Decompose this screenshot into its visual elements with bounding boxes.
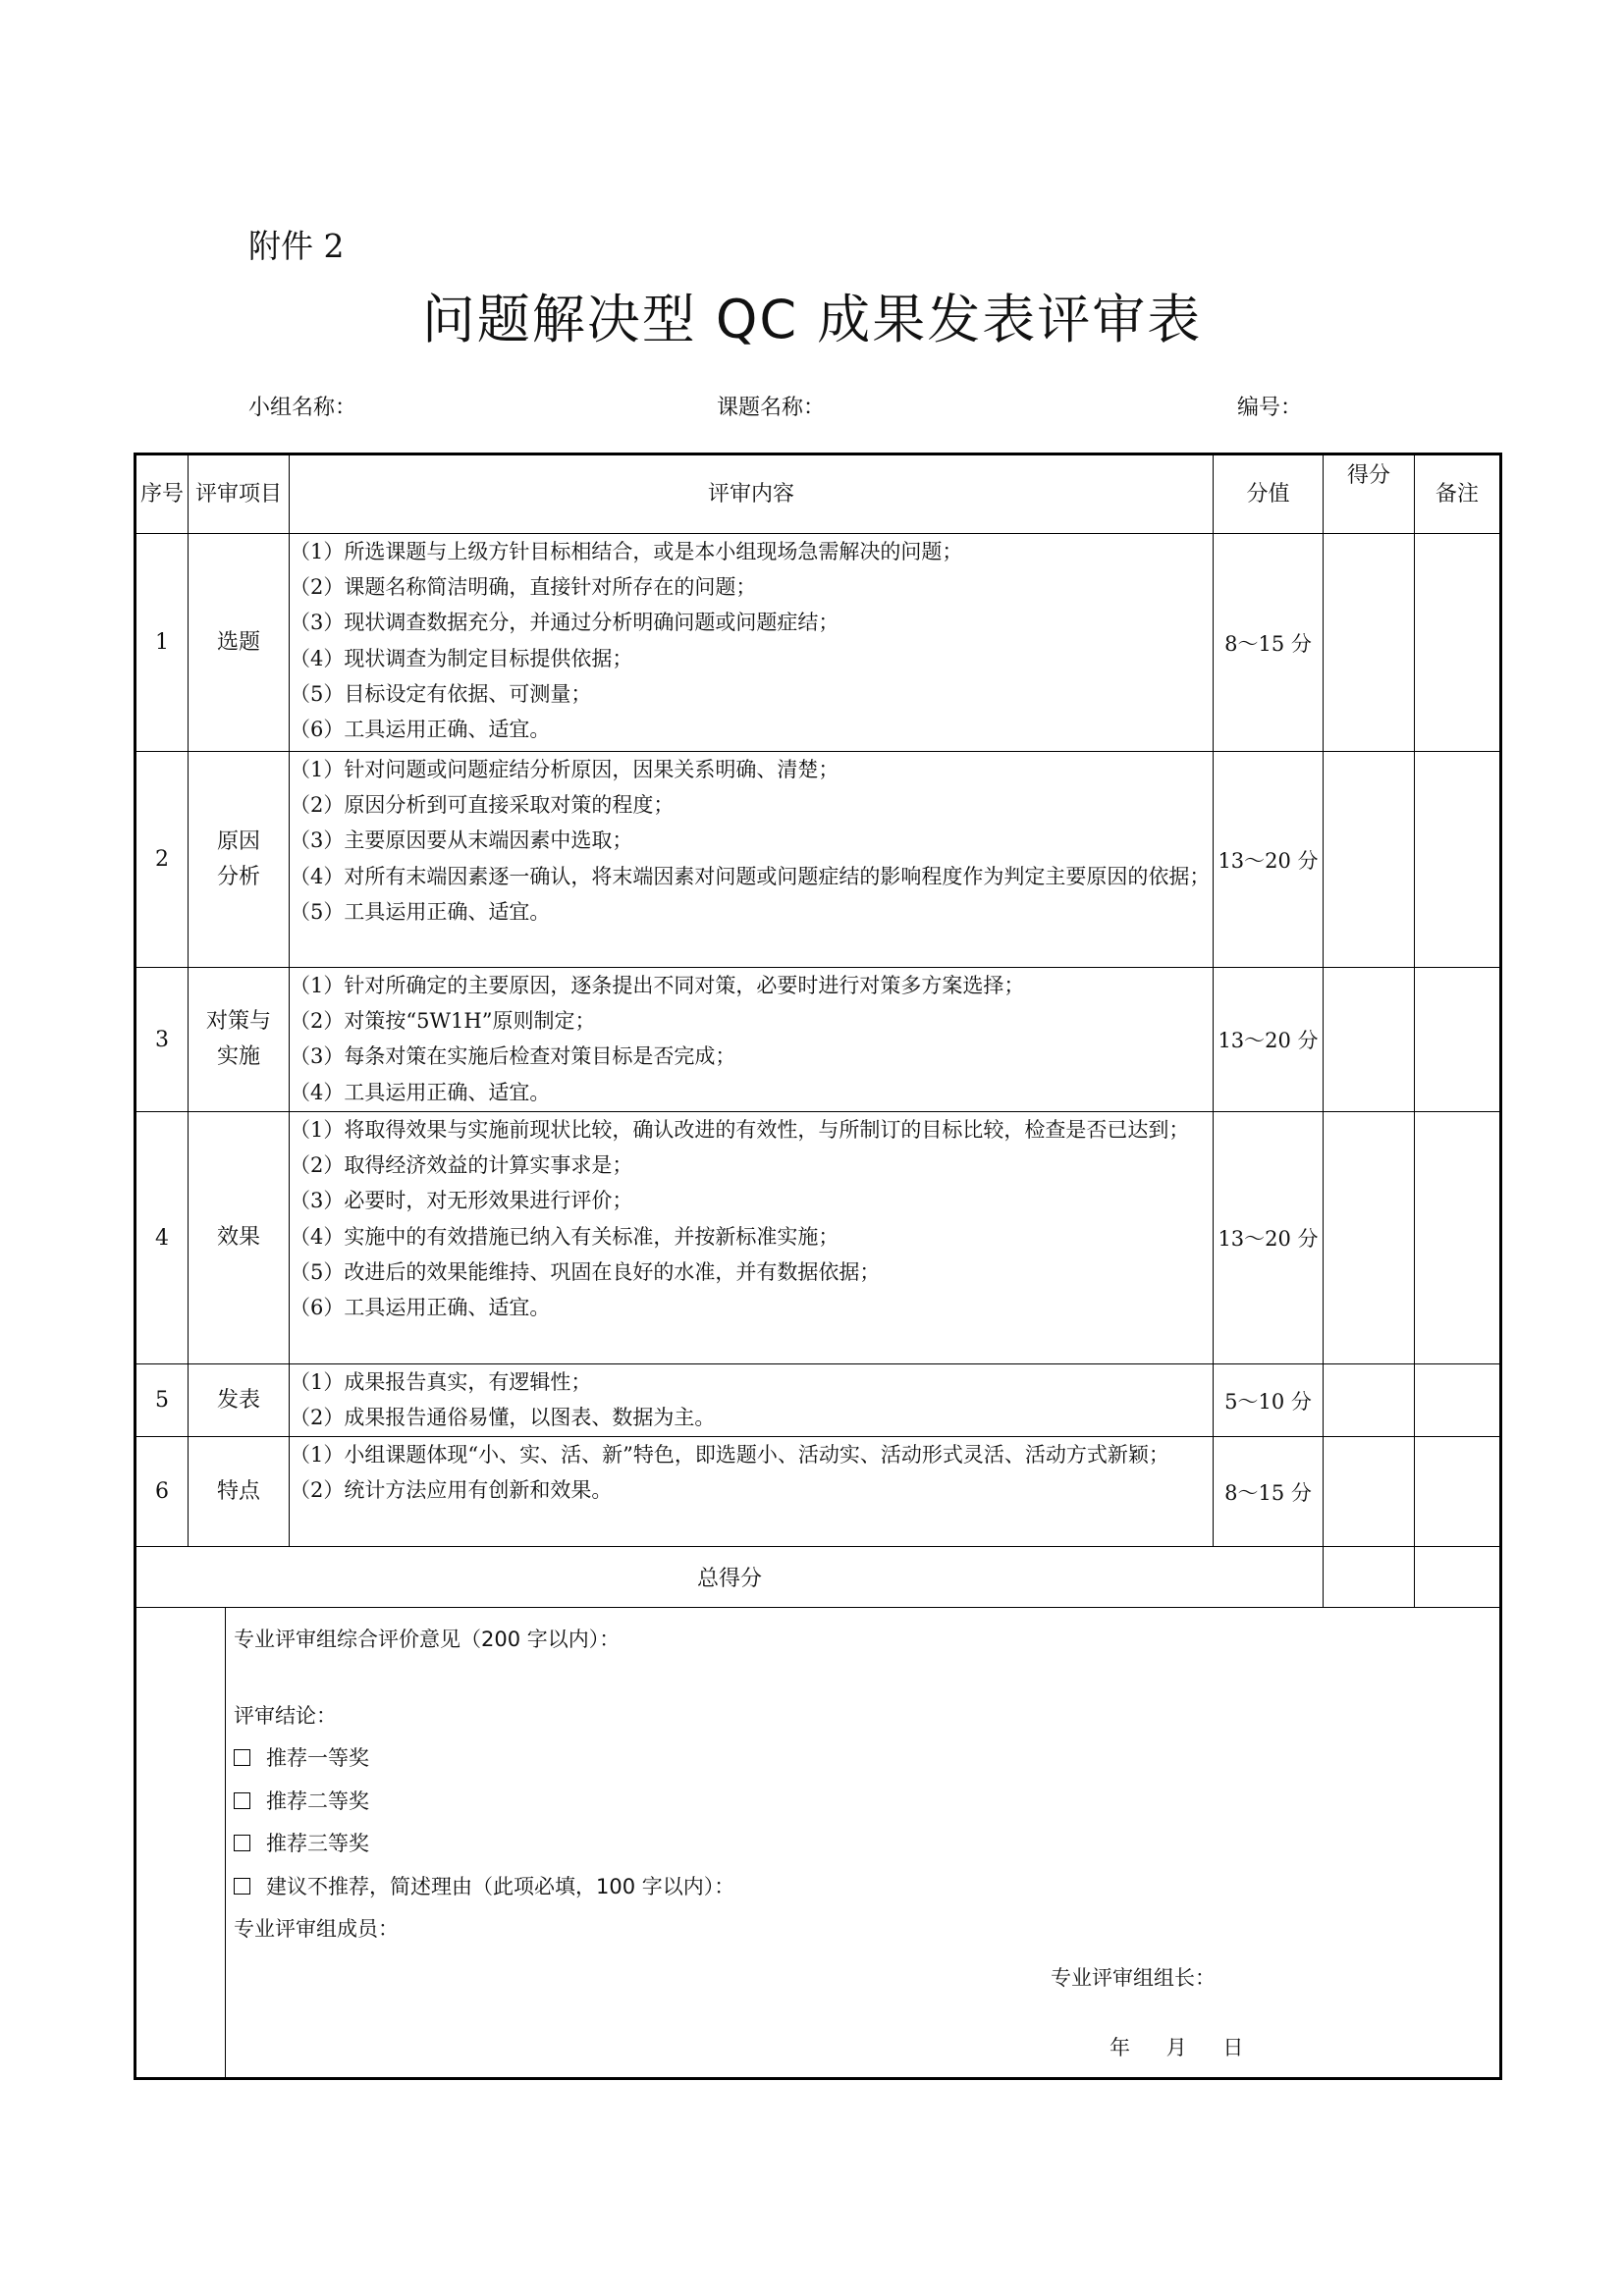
content-line: （1）将取得效果与实施前现状比较，确认改进的有效性，与所制订的目标比较，检查是否已达到； bbox=[290, 1118, 1190, 1142]
content-line: （3）必要时，对无形效果进行评价； bbox=[290, 1189, 633, 1213]
score-cell[interactable] bbox=[1324, 1437, 1415, 1547]
remark-cell[interactable] bbox=[1415, 534, 1501, 752]
table-row bbox=[135, 1364, 1501, 1437]
table-row bbox=[135, 1112, 1501, 1364]
score-cell[interactable] bbox=[1324, 1112, 1415, 1364]
comment-section bbox=[135, 1608, 1501, 2079]
content-line: （6）工具运用正确、适宜。 bbox=[290, 718, 551, 742]
row-number: 6 bbox=[135, 1437, 189, 1547]
comment-row bbox=[135, 1608, 1501, 2079]
content-line: （3）主要原因要从末端因素中选取； bbox=[290, 828, 633, 853]
review-content bbox=[290, 534, 1214, 752]
remark-cell[interactable] bbox=[1415, 968, 1501, 1112]
comment-left-margin bbox=[136, 1608, 226, 2077]
checkbox-icon[interactable] bbox=[234, 1749, 250, 1766]
row-number: 1 bbox=[135, 534, 189, 752]
score-cell[interactable] bbox=[1324, 534, 1415, 752]
row-number: 5 bbox=[135, 1364, 189, 1437]
content-line: （1）小组课题体现“小、实、活、新”特色，即选题小、活动实、活动形式灵活、活动方式新颖； bbox=[290, 1443, 1169, 1467]
option-label: 建议不推荐，简述理由（此项必填，100 字以内）： bbox=[266, 1875, 735, 1898]
page-title: 问题解决型 QC 成果发表评审表 bbox=[421, 289, 1203, 350]
content-line: （2）对策按“5W1H”原则制定； bbox=[290, 1009, 596, 1034]
score-cell[interactable] bbox=[1324, 752, 1415, 968]
score-range: 8～15 分 bbox=[1214, 1437, 1324, 1547]
review-content bbox=[290, 1437, 1214, 1547]
header-value: 分值 bbox=[1214, 454, 1324, 534]
content-line: （2）成果报告通俗易懂，以图表、数据为主。 bbox=[290, 1406, 716, 1430]
content-line: （5）改进后的效果能维持、巩固在良好的水准，并有数据依据； bbox=[290, 1259, 881, 1284]
content-line: （2）统计方法应用有创新和效果。 bbox=[290, 1478, 613, 1503]
remark-cell[interactable] bbox=[1415, 752, 1501, 968]
content-line: （5）目标设定有依据、可测量； bbox=[290, 681, 592, 706]
checkbox-icon[interactable] bbox=[234, 1792, 250, 1809]
content-line: （4）实施中的有效措施已纳入有关标准，并按新标准实施； bbox=[290, 1224, 839, 1249]
review-item: 原因分析 bbox=[189, 752, 290, 968]
option-label: 推荐二等奖 bbox=[266, 1789, 369, 1813]
table-row bbox=[135, 968, 1501, 1112]
table-row bbox=[135, 534, 1501, 752]
remark-cell[interactable] bbox=[1415, 1437, 1501, 1547]
content-line: （3）每条对策在实施后检查对策目标是否完成； bbox=[290, 1044, 736, 1069]
review-item: 效果 bbox=[189, 1112, 290, 1364]
table-row bbox=[135, 752, 1501, 968]
row-number: 4 bbox=[135, 1112, 189, 1364]
option-not-recommend[interactable] bbox=[234, 1871, 734, 1900]
option-second-prize[interactable] bbox=[234, 1786, 369, 1815]
total-remark-cell[interactable] bbox=[1415, 1547, 1501, 1608]
remark-cell[interactable] bbox=[1415, 1112, 1501, 1364]
review-item: 对策与实施 bbox=[189, 968, 290, 1112]
review-content bbox=[290, 1112, 1214, 1364]
review-content bbox=[290, 752, 1214, 968]
content-line: （4）工具运用正确、适宜。 bbox=[290, 1080, 551, 1104]
content-line: （6）工具运用正确、适宜。 bbox=[290, 1296, 551, 1320]
option-label: 推荐三等奖 bbox=[266, 1832, 369, 1855]
date-line: 年 月 日 bbox=[1110, 2036, 1244, 2059]
content-line: （1）针对问题或问题症结分析原因，因果关系明确、清楚； bbox=[290, 758, 839, 781]
total-score-cell[interactable] bbox=[1324, 1547, 1415, 1608]
header-content: 评审内容 bbox=[290, 454, 1214, 534]
content-line: （3）现状调查数据充分，并通过分析明确问题或问题症结； bbox=[290, 611, 839, 635]
content-line: （1）所选课题与上级方针目标相结合，或是本小组现场急需解决的问题； bbox=[290, 540, 963, 563]
review-content bbox=[290, 968, 1214, 1112]
members-label: 专业评审组成员： bbox=[234, 1917, 399, 1941]
score-range: 13～20 分 bbox=[1214, 1112, 1324, 1364]
header-score: 得分 bbox=[1324, 454, 1415, 534]
score-range: 8～15 分 bbox=[1214, 534, 1324, 752]
content-line: （5）工具运用正确、适宜。 bbox=[290, 899, 551, 924]
review-content bbox=[290, 1364, 1214, 1437]
attachment-label: 附件 2 bbox=[248, 227, 345, 265]
total-score-label: 总得分 bbox=[135, 1547, 1324, 1608]
score-range: 13～20 分 bbox=[1214, 752, 1324, 968]
group-name-label: 小组名称： bbox=[248, 396, 357, 420]
review-table bbox=[134, 453, 1502, 2080]
leader-label: 专业评审组组长： bbox=[1051, 1966, 1216, 1990]
header-remark: 备注 bbox=[1415, 454, 1501, 534]
review-item: 特点 bbox=[189, 1437, 290, 1547]
option-first-prize[interactable] bbox=[234, 1742, 369, 1772]
score-cell[interactable] bbox=[1324, 968, 1415, 1112]
row-number: 3 bbox=[135, 968, 189, 1112]
row-number: 2 bbox=[135, 752, 189, 968]
content-line: （4）对所有末端因素逐一确认，将末端因素对问题或问题症结的影响程度作为判定主要原因的依据； bbox=[290, 864, 1211, 888]
score-cell[interactable] bbox=[1324, 1364, 1415, 1437]
conclusion-label: 评审结论： bbox=[234, 1704, 337, 1728]
score-range: 5～10 分 bbox=[1214, 1364, 1324, 1437]
number-label: 编号： bbox=[1237, 396, 1303, 420]
opinion-label: 专业评审组综合评价意见（200 字以内）： bbox=[234, 1628, 621, 1651]
review-item: 选题 bbox=[189, 534, 290, 752]
header-row bbox=[135, 454, 1501, 534]
content-line: （4）现状调查为制定目标提供依据； bbox=[290, 646, 633, 670]
content-line: （2）课题名称简洁明确，直接针对所存在的问题； bbox=[290, 575, 757, 600]
content-line: （1）成果报告真实，有逻辑性； bbox=[290, 1370, 592, 1394]
option-label: 推荐一等奖 bbox=[266, 1746, 369, 1770]
header-item: 评审项目 bbox=[189, 454, 290, 534]
topic-name-label: 课题名称： bbox=[717, 396, 826, 420]
checkbox-icon[interactable] bbox=[234, 1878, 250, 1895]
content-line: （2）原因分析到可直接采取对策的程度； bbox=[290, 793, 675, 818]
review-item: 发表 bbox=[189, 1364, 290, 1437]
checkbox-icon[interactable] bbox=[234, 1835, 250, 1851]
total-row bbox=[135, 1547, 1501, 1608]
content-line: （1）针对所确定的主要原因，逐条提出不同对策，必要时进行对策多方案选择； bbox=[290, 974, 1025, 997]
content-line: （2）取得经济效益的计算实事求是； bbox=[290, 1153, 633, 1178]
header-seq: 序号 bbox=[135, 454, 189, 534]
option-third-prize[interactable] bbox=[234, 1828, 369, 1857]
table-row bbox=[135, 1437, 1501, 1547]
score-range: 13～20 分 bbox=[1214, 968, 1324, 1112]
remark-cell[interactable] bbox=[1415, 1364, 1501, 1437]
